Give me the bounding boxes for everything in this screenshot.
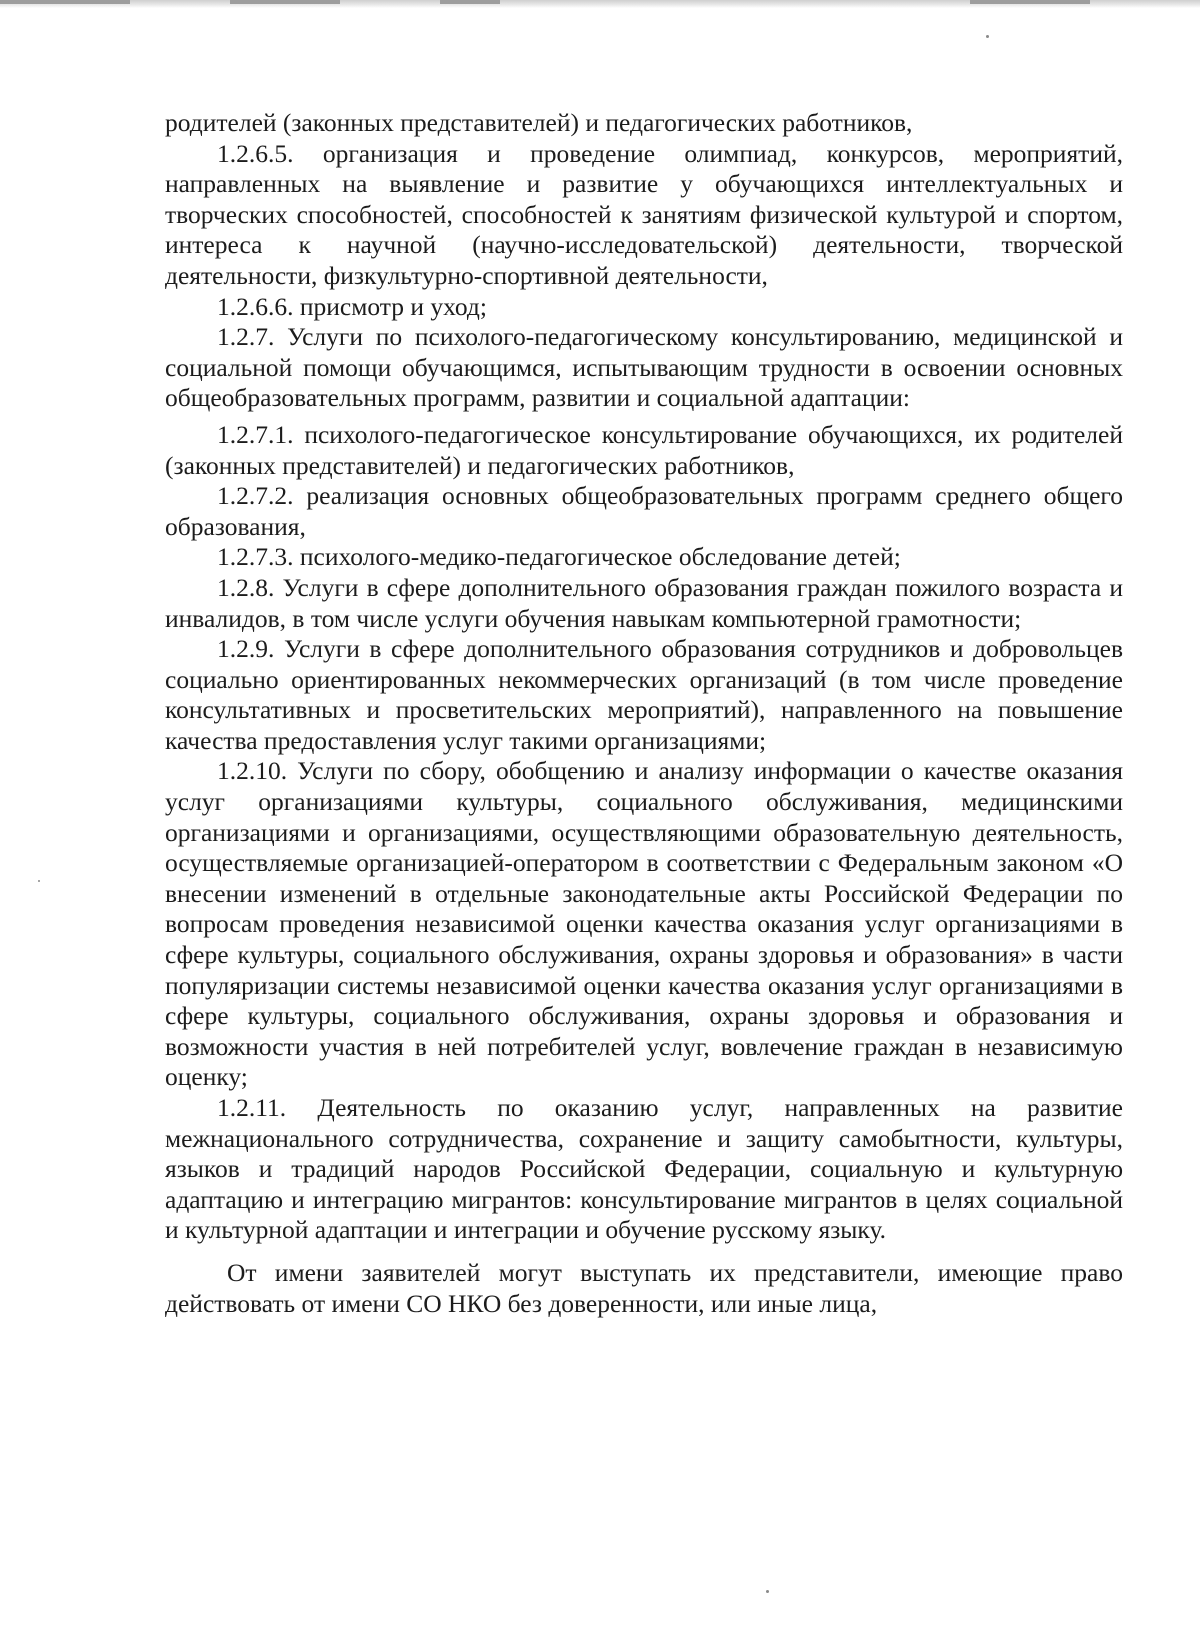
- paragraph-1-2-11: 1.2.11. Деятельность по оказанию услуг, направленных на развитие межнационального сотрудничества, сохранение и защиту самобытности, культуры, языков и традиций народов Российской Федерации, социальную и культурную адаптацию и интеграцию мигрантов: консультирование мигрантов в целях социальной и культурной адаптации и интеграции и обучение русскому языку.: [165, 1093, 1123, 1245]
- scan-speck: [766, 1590, 769, 1593]
- scan-edge-mark: [230, 0, 340, 4]
- paragraph-1-2-9: 1.2.9. Услуги в сфере дополнительного образования сотрудников и добровольцев социально ориентированных некоммерческих организаций (в том числе проведение консультативных и просветительских мероприятий), направленного на повышение качества предоставления услуг такими организациями;: [165, 634, 1123, 755]
- scan-speck: [38, 880, 40, 882]
- paragraph-1-2-8: 1.2.8. Услуги в сфере дополнительного образования граждан пожилого возраста и инвалидов, в том числе услуги обучения навыкам компьютерной грамотности;: [165, 572, 1123, 633]
- paragraph-1-2-7-1: 1.2.7.1. психолого-педагогическое консультирование обучающихся, их родителей (законных представителей) и педагогических работников,: [165, 419, 1123, 480]
- document-page: [165, 108, 1123, 1319]
- paragraph-1-2-6-5: 1.2.6.5. организация и проведение олимпиад, конкурсов, мероприятий, направленных на выявление и развитие у обучающихся интеллектуальных и творческих способностей, способностей к занятиям физической культурой и спортом, интереса к научной (научно-исследовательской) деятельности, творческой деятельности, физкультурно-спортивной деятельности,: [165, 138, 1123, 290]
- paragraph-continuation: родителей (законных представителей) и педагогических работников,: [165, 108, 913, 137]
- paragraph-1-2-10: 1.2.10. Услуги по сбору, обобщению и анализу информации о качестве оказания услуг организациями культуры, социального обслуживания, медицинскими организациями и организациями, осуществляющими образовательную деятельность, осуществляемые организацией-оператором в соответствии с Федеральным законом «О внесении изменений в отдельные законодательные акты Российской Федерации по вопросам проведения независимой оценки качества оказания услуг организациями в сфере культуры, социального обслуживания, охраны здоровья и образования» в части популяризации системы независимой оценки качества оказания услуг организациями в сфере культуры, социального обслуживания, охраны здоровья и образования и возможности участия в ней потребителей услуг, вовлечение граждан в независимую оценку;: [165, 756, 1123, 1092]
- scan-edge-mark: [970, 0, 1090, 4]
- paragraph-1-2-7-2: 1.2.7.2. реализация основных общеобразовательных программ среднего общего образования,: [165, 481, 1123, 541]
- scan-edge-mark: [440, 0, 500, 4]
- paragraph-representatives: От имени заявителей могут выступать их представители, имеющие право действовать от имени СО НКО без доверенности, или иные лица,: [165, 1257, 1123, 1318]
- scan-speck: [986, 35, 989, 38]
- paragraph-1-2-7-3: 1.2.7.3. психолого-медико-педагогическое обследование детей;: [217, 542, 901, 572]
- scan-edge-mark: [0, 0, 130, 4]
- paragraph-1-2-6-6: 1.2.6.6. присмотр и уход;: [217, 291, 487, 321]
- paragraph-1-2-7: 1.2.7. Услуги по психолого-педагогическому консультированию, медицинской и социальной помощи обучающимся, испытывающим трудности в освоении основных общеобразовательных программ, развитии и социальной адаптации:: [165, 322, 1123, 413]
